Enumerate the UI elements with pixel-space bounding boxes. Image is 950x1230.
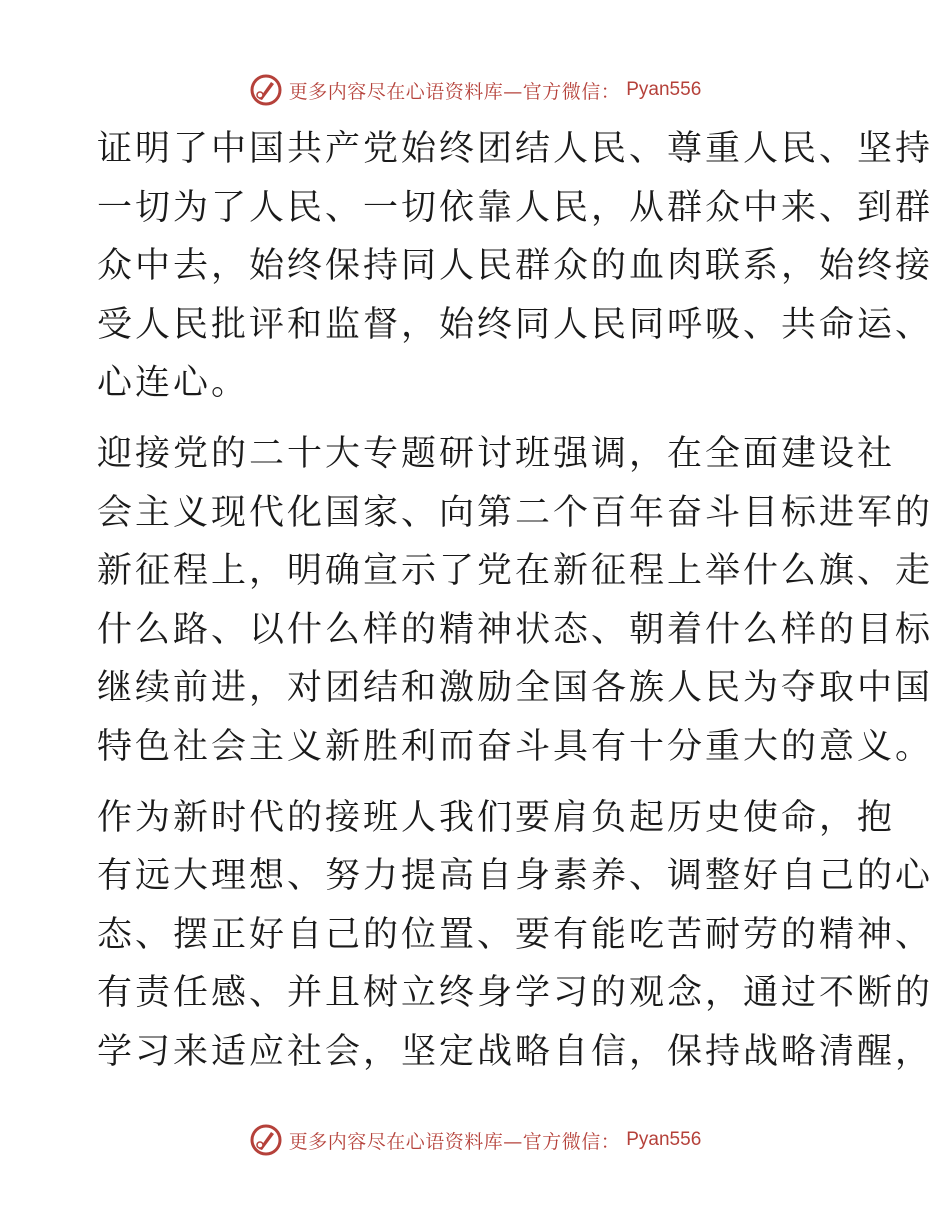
- text-line: 特色社会主义新胜利而奋斗具有十分重大的意义。: [97, 726, 934, 767]
- text-line: 态、摆正好自己的位置、要有能吃苦耐劳的精神、: [97, 914, 934, 955]
- paragraph-3: [97, 789, 934, 1082]
- text-line: 学习来适应社会，坚定战略自信，保持战略清醒，: [97, 1031, 934, 1072]
- text-line: 继续前进，对团结和激励全国各族人民为夺取中国: [97, 668, 934, 709]
- header-banner: [0, 70, 950, 110]
- quill-logo-icon: [249, 73, 283, 107]
- text-line: 新征程上，明确宣示了党在新征程上举什么旗、走: [97, 551, 934, 592]
- document-body: [97, 120, 934, 1094]
- paragraph-2: [97, 425, 934, 777]
- quill-logo-icon: [249, 1123, 283, 1157]
- text-line: 会主义现代化国家、向第二个百年奋斗目标进军的: [97, 492, 934, 533]
- text-line: 证明了中国共产党始终团结人民、尊重人民、坚持: [97, 129, 934, 169]
- footer-contact: Pyan556: [626, 1129, 702, 1150]
- footer-banner: [0, 1120, 950, 1160]
- text-line: 有远大理想、努力提高自身素养、调整好自己的心: [97, 856, 934, 897]
- header-site-text: 更多内容尽在心语资料库—官方微信：: [288, 80, 621, 103]
- text-line: 作为新时代的接班人我们要肩负起历史使命，抱: [97, 797, 896, 838]
- text-line: 一切为了人民、一切依靠人民，从群众中来、到群: [97, 187, 934, 228]
- header-contact: Pyan556: [626, 79, 702, 100]
- text-line: 众中去，始终保持同人民群众的血肉联系，始终接: [97, 246, 934, 287]
- text-line: 什么路、以什么样的精神状态、朝着什么样的目标: [97, 609, 934, 650]
- text-line: 受人民批评和监督，始终同人民同呼吸、共命运、: [97, 304, 934, 345]
- footer-site-text: 更多内容尽在心语资料库—官方微信：: [288, 1130, 621, 1153]
- text-line: 心连心。: [97, 363, 250, 404]
- text-line: 有责任感、并且树立终身学习的观念，通过不断的: [97, 973, 934, 1014]
- text-line: 迎接党的二十大专题研讨班强调，在全面建设社: [97, 433, 896, 474]
- paragraph-1: [97, 120, 934, 413]
